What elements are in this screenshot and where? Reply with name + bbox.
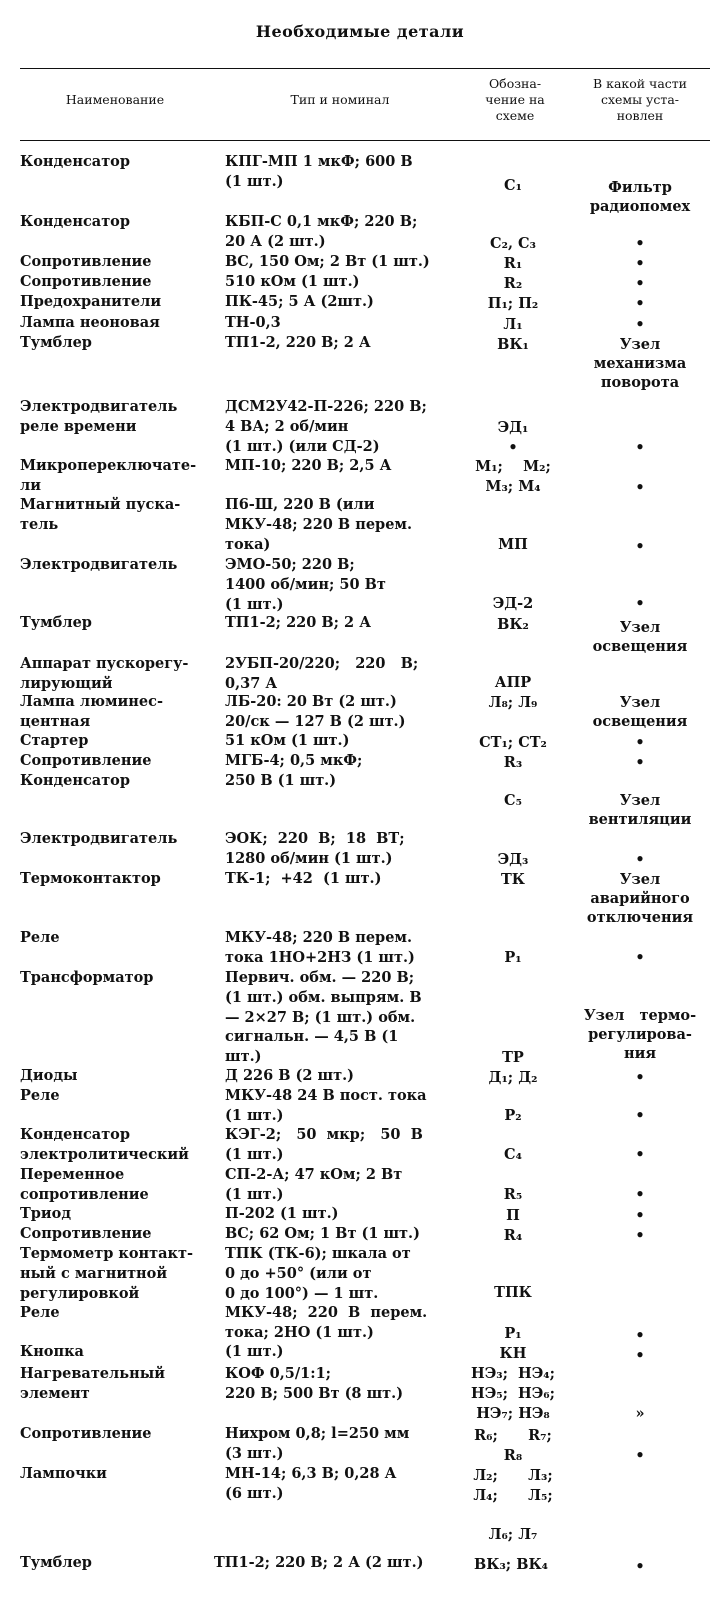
cell-designation: R₂ [503,275,523,292]
cell-location: Узел механизма поворота [593,336,687,391]
cell-type: 2УБП-20/220; 220 В; 0,37 А [225,655,419,692]
cell-location: • [635,1186,645,1203]
cell-location: • [635,255,645,272]
cell-location: • [635,1447,645,1464]
cell-name: Нагревательный элемент [20,1365,165,1402]
cell-name: Лампочки [20,1465,107,1482]
header-designation: Обозна- чение на схеме [485,76,545,123]
cell-name: Аппарат пускорегу- лирующий [20,655,189,692]
cell-type: ПК-45; 5 А (2шт.) [225,293,374,310]
cell-type: Нихром 0,8; l=250 мм (3 шт.) [225,1425,410,1462]
cell-location: Узел освещения [592,694,688,730]
cell-designation: R₁ [503,255,523,272]
cell-name: Диоды [20,1067,78,1084]
cell-name: Реле [20,1304,60,1321]
cell-name: Кнопка [20,1343,84,1360]
cell-type: 510 кОм (1 шт.) [225,273,360,290]
cell-location: • [635,1207,645,1224]
cell-designation: П₁; П₂ [487,295,539,312]
cell-name: Тумблер [20,334,92,351]
cell-designation: ЭД₁ • [497,419,529,456]
top-rule [20,68,710,69]
cell-name: Термометр контакт- ный с магнитной регулировкой [20,1245,194,1302]
cell-location: Узел вентиляции [588,792,692,828]
cell-name: Лампа неоновая [20,314,160,331]
cell-name: Конденсатор [20,153,130,170]
cell-type: 51 кОм (1 шт.) [225,732,350,749]
cell-location: • [635,295,645,312]
cell-name: Конденсатор [20,772,130,789]
cell-location: • [635,754,645,771]
cell-type: МКУ-48; 220 В перем. тока 1НО+2НЗ (1 шт.) [225,929,415,966]
cell-name: Тумблер [20,1554,92,1571]
cell-name: Электродвигатель [20,830,178,847]
cell-name: Микропереключате- ли [20,457,197,494]
cell-location: • [635,1558,645,1575]
cell-designation: ВК₂ [497,616,529,633]
cell-designation: ТК [501,871,525,888]
header-type: Тип и номинал [290,92,390,107]
cell-designation: СТ₁; СТ₂ [479,734,547,751]
cell-name: Магнитный пуска- тель [20,496,181,533]
cell-type: КЭГ-2; 50 мкр; 50 В (1 шт.) [225,1126,423,1163]
cell-location: » [635,1405,645,1422]
cell-type: ТН-0,3 [225,314,281,331]
cell-name: Сопротивление [20,253,152,270]
cell-type: МКУ-48; 220 В перем. тока; 2НО (1 шт.) [225,1304,428,1341]
cell-name: Сопротивление [20,752,152,769]
cell-type: ТП1-2; 220 В; 2 А [225,614,371,631]
cell-location: • [635,235,645,252]
cell-location: • [635,538,645,555]
cell-name: Конденсатор электролитический [20,1126,189,1163]
cell-type: МКУ-48 24 В пост. тока (1 шт.) [225,1087,427,1124]
cell-designation: С₁ [504,177,522,194]
cell-location: • [635,1146,645,1163]
cell-location: • [635,949,645,966]
cell-type: П-202 (1 шт.) [225,1205,339,1222]
cell-name: Предохранители [20,293,162,310]
cell-designation: НЭ₃; НЭ₄; НЭ₅; НЭ₆; НЭ₇; НЭ₈ [471,1365,555,1422]
cell-designation: R₃ [503,754,523,771]
cell-designation: R₄ [503,1227,523,1244]
cell-designation: Д₁; Д₂ [488,1069,538,1086]
cell-designation: КН [499,1345,527,1362]
cell-type: МГБ-4; 0,5 мкФ; [225,752,363,769]
cell-designation: ВК₃; ВК₄ [474,1556,548,1573]
cell-name: Сопротивление [20,1225,152,1242]
cell-name: Лампа люминес- центная [20,693,163,730]
header-rule [20,140,710,141]
cell-type: П6-Ш, 220 В (или МКУ-48; 220 В перем. тока) [225,496,413,553]
cell-designation: Р₁ [504,949,522,966]
cell-type: ДСМ2У42-П-226; 220 В; 4 ВА; 2 об/мин (1 шт.) (или СД-2) [225,398,427,455]
cell-type: КБП-С 0,1 мкФ; 220 В; 20 А (2 шт.) [225,213,418,250]
cell-location: • [635,1327,645,1344]
cell-designation: ВК₁ [497,336,529,353]
cell-location: • [635,1347,645,1364]
cell-location: Фильтр радиопомех [589,179,691,215]
cell-location: • [635,595,645,612]
cell-name: Триод [20,1205,72,1222]
cell-type: ТП1-2; 220 В; 2 А (2 шт.) [214,1554,424,1571]
cell-type: КОФ 0,5/1:1; 220 В; 500 Вт (8 шт.) [225,1365,404,1402]
cell-designation: Л₁ [503,316,523,333]
cell-type: Первич. обм. — 220 В; (1 шт.) обм. выпрям. В — 2×27 В; (1 шт.) обм. сигнальн. — 4,5 В (1 шт.) [225,969,422,1066]
cell-location: • [635,1227,645,1244]
cell-designation: С₄ [504,1146,522,1163]
cell-type: ЭОК; 220 В; 18 ВТ; 1280 об/мин (1 шт.) [225,830,405,867]
cell-name: Реле [20,1087,60,1104]
cell-type: ЭМО-50; 220 В; 1400 об/мин; 50 Вт (1 шт.) [225,556,386,613]
cell-name: Стартер [20,732,89,749]
cell-designation: МП [498,536,528,553]
table-title: Необходимые детали [255,22,465,41]
cell-type: СП-2-А; 47 кОм; 2 Вт (1 шт.) [225,1166,403,1203]
cell-designation: М₁; М₂; М₃; М₄ [475,458,551,495]
cell-location: • [635,1107,645,1124]
cell-type: 250 В (1 шт.) [225,772,337,789]
cell-name: Электродвигатель [20,556,178,573]
cell-name: Трансформатор [20,969,154,986]
cell-designation: ТПК [494,1284,532,1301]
cell-designation: Л₈; Л₉ [488,694,538,711]
cell-designation: R₆; R₇; R₈ [474,1427,552,1464]
cell-type: ТП1-2, 220 В; 2 А [225,334,371,351]
cell-name: Термоконтактор [20,870,161,887]
cell-type: (1 шт.) [225,1343,284,1360]
cell-location: • [635,316,645,333]
cell-type: ВС; 62 Ом; 1 Вт (1 шт.) [225,1225,420,1242]
cell-location: • [635,1069,645,1086]
header-location: В какой части схемы уста- новлен [592,76,688,123]
cell-type: ТК-1; +42 (1 шт.) [225,870,382,887]
cell-location: Узел термо- регулирова- ния [583,1007,697,1062]
cell-designation: С₅ [504,792,522,809]
cell-designation: С₂, С₃ [490,235,536,252]
cell-name: Реле [20,929,60,946]
cell-designation: АПР [494,674,532,691]
cell-name: Конденсатор [20,213,130,230]
cell-location: • [635,275,645,292]
cell-location: • [635,851,645,868]
cell-name: Сопротивление [20,273,152,290]
cell-type: ТПК (ТК-6); шкала от 0 до +50° (или от 0 до 100°) — 1 шт. [225,1245,411,1302]
cell-designation: ЭД-2 [492,595,534,612]
cell-designation: ЭД₃ [497,851,529,868]
cell-type: МН-14; 6,3 В; 0,28 А (6 шт.) [225,1465,397,1502]
cell-name: Тумблер [20,614,92,631]
cell-designation: П [506,1207,520,1224]
cell-type: МП-10; 220 В; 2,5 А [225,457,392,474]
cell-location: Узел освещения [592,619,688,655]
cell-name: Сопротивление [20,1425,152,1442]
cell-location: • [635,479,645,496]
cell-type: Д 226 В (2 шт.) [225,1067,355,1084]
cell-type: ЛБ-20: 20 Вт (2 шт.) 20/ск — 127 В (2 шт.) [225,693,406,730]
cell-location: • [635,734,645,751]
cell-location: Узел аварийного отключения [586,871,694,926]
cell-type: ВС, 150 Ом; 2 Вт (1 шт.) [225,253,430,270]
cell-name: Переменное сопротивление [20,1166,149,1203]
cell-type: КПГ-МП 1 мкФ; 600 В (1 шт.) [225,153,413,190]
header-name: Наименование [65,92,165,107]
cell-designation: ТР [502,1049,524,1066]
cell-designation: R₅ [503,1186,523,1203]
cell-designation: Р₂ [504,1107,522,1124]
cell-location: • [635,439,645,456]
cell-name: Электродвигатель реле времени [20,398,178,435]
cell-designation: Р₁ [504,1325,522,1342]
cell-designation: Л₂; Л₃; Л₄; Л₅; Л₆; Л₇ [473,1467,553,1544]
